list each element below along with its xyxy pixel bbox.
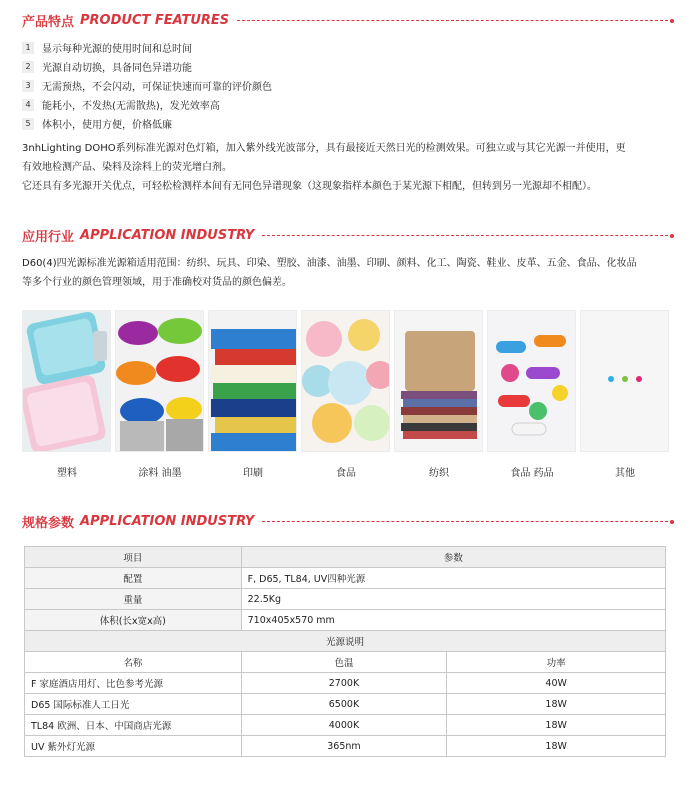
section-title-en: APPLICATION INDUSTRY xyxy=(80,228,255,243)
candy-image xyxy=(301,310,390,452)
intro-line: 3nhLighting DOHO系列标准光源对色灯箱，加入紫外线光波部分，具有最接近天然日光的检测效果。可独立或与其它光源一并使用，更 xyxy=(22,143,626,154)
feature-number: 1 xyxy=(22,42,34,54)
feature-text: 能耗小，不发热(无需散热)，发光效率高 xyxy=(42,101,220,112)
spec-item: 体积(长x宽x高) xyxy=(25,610,242,631)
industry-caption: 纺织 xyxy=(429,468,449,479)
intro-line: 它还具有多光源开关优点，可轻松检测样本间有无同色异谱现象（这现象指样本颜色于某光源下相配，但转到另一光源却不相配）。 xyxy=(22,181,597,192)
section-title-en: APPLICATION INDUSTRY xyxy=(80,514,255,529)
list-item xyxy=(22,76,272,95)
table-row xyxy=(25,589,666,610)
divider-dot xyxy=(670,520,674,524)
light-power: 40W xyxy=(447,673,666,694)
intro-line: 有效地检测产品、染料及涂料上的荧光增白剂。 xyxy=(22,162,232,173)
header-cell: 项目 xyxy=(25,547,242,568)
dot-blue-icon xyxy=(608,376,614,382)
list-item xyxy=(22,95,272,114)
books-image xyxy=(208,310,297,452)
dot-pink-icon xyxy=(636,376,642,382)
light-power: 18W xyxy=(447,694,666,715)
light-temp: 4000K xyxy=(241,715,447,736)
light-header-row xyxy=(25,652,666,673)
spec-item: 重量 xyxy=(25,589,242,610)
feature-number: 3 xyxy=(22,80,34,92)
table-row xyxy=(25,694,666,715)
dot-green-icon xyxy=(622,376,628,382)
list-item xyxy=(22,57,272,76)
section-title-cn: 应用行业 xyxy=(22,230,75,245)
industry-photo-strip xyxy=(22,310,667,452)
header-cell: 参数 xyxy=(241,547,665,568)
list-item xyxy=(22,114,272,133)
application-line: 等多个行业的颜色管理领域，用于准确校对货品的颜色偏差。 xyxy=(22,277,292,288)
light-name: F 家庭酒店用灯、比色参考光源 xyxy=(25,673,242,694)
feature-text: 无需预热，不会闪动，可保证快速而可靠的评价颜色 xyxy=(42,82,272,93)
application-paragraph xyxy=(22,254,672,292)
section-title-cn: 产品特点 xyxy=(22,15,75,30)
light-title: 光源说明 xyxy=(25,631,666,652)
spec-section-title xyxy=(22,512,674,531)
industry-caption: 涂料 油墨 xyxy=(138,468,182,479)
header-cell: 色温 xyxy=(241,652,447,673)
table-row xyxy=(25,568,666,589)
feature-number: 2 xyxy=(22,61,34,73)
features-section-title xyxy=(22,11,674,30)
header-cell: 功率 xyxy=(447,652,666,673)
industry-caption: 塑料 xyxy=(57,468,77,479)
header-cell: 名称 xyxy=(25,652,242,673)
light-temp: 365nm xyxy=(241,736,447,757)
dashed-divider xyxy=(237,20,668,21)
spec-table xyxy=(24,546,666,757)
section-title-cn: 规格参数 xyxy=(22,516,75,531)
light-name: UV 紫外灯光源 xyxy=(25,736,242,757)
industry-caption: 其他 xyxy=(615,468,635,479)
list-item xyxy=(22,38,272,57)
light-temp: 6500K xyxy=(241,694,447,715)
light-power: 18W xyxy=(447,736,666,757)
table-row xyxy=(25,610,666,631)
dashed-divider xyxy=(262,235,668,236)
feature-text: 显示每种光源的使用时间和总时间 xyxy=(42,44,192,55)
application-line: D60(4)四光源标准光源箱适用范围：纺织、玩具、印染、塑胶、油漆、油墨、印刷、颜料、化工、陶瓷、鞋业、皮革、五金、食品、化妆品 xyxy=(22,258,637,269)
folded-clothes-image xyxy=(394,310,483,452)
table-row xyxy=(25,673,666,694)
feature-list xyxy=(22,38,272,133)
feature-number: 4 xyxy=(22,99,34,111)
light-power: 18W xyxy=(447,715,666,736)
intro-paragraph xyxy=(22,139,672,196)
paint-cans-image xyxy=(115,310,204,452)
light-name: TL84 欧洲、日本、中国商店光源 xyxy=(25,715,242,736)
feature-text: 体积小，使用方便，价格低廉 xyxy=(42,120,172,131)
spec-value: F, D65, TL84, UV四种光源 xyxy=(241,568,665,589)
table-header-row xyxy=(25,547,666,568)
dashed-divider xyxy=(262,521,668,522)
industry-caption: 印刷 xyxy=(243,468,263,479)
feature-number: 5 xyxy=(22,118,34,130)
other-panel xyxy=(580,310,669,452)
industry-caption: 食品 xyxy=(336,468,356,479)
plastic-phone-case-image xyxy=(22,310,111,452)
table-row xyxy=(25,715,666,736)
light-title-row xyxy=(25,631,666,652)
section-title-en: PRODUCT FEATURES xyxy=(80,13,230,28)
table-row xyxy=(25,736,666,757)
industry-caption: 食品 药品 xyxy=(510,468,554,479)
divider-dot xyxy=(670,19,674,23)
spec-item: 配置 xyxy=(25,568,242,589)
feature-text: 光源自动切换，具备同色异谱功能 xyxy=(42,63,192,74)
light-temp: 2700K xyxy=(241,673,447,694)
light-name: D65 国际标准人工日光 xyxy=(25,694,242,715)
pills-image xyxy=(487,310,576,452)
application-section-title xyxy=(22,226,674,245)
divider-dot xyxy=(670,234,674,238)
spec-value: 710x405x570 mm xyxy=(241,610,665,631)
spec-value: 22.5Kg xyxy=(241,589,665,610)
